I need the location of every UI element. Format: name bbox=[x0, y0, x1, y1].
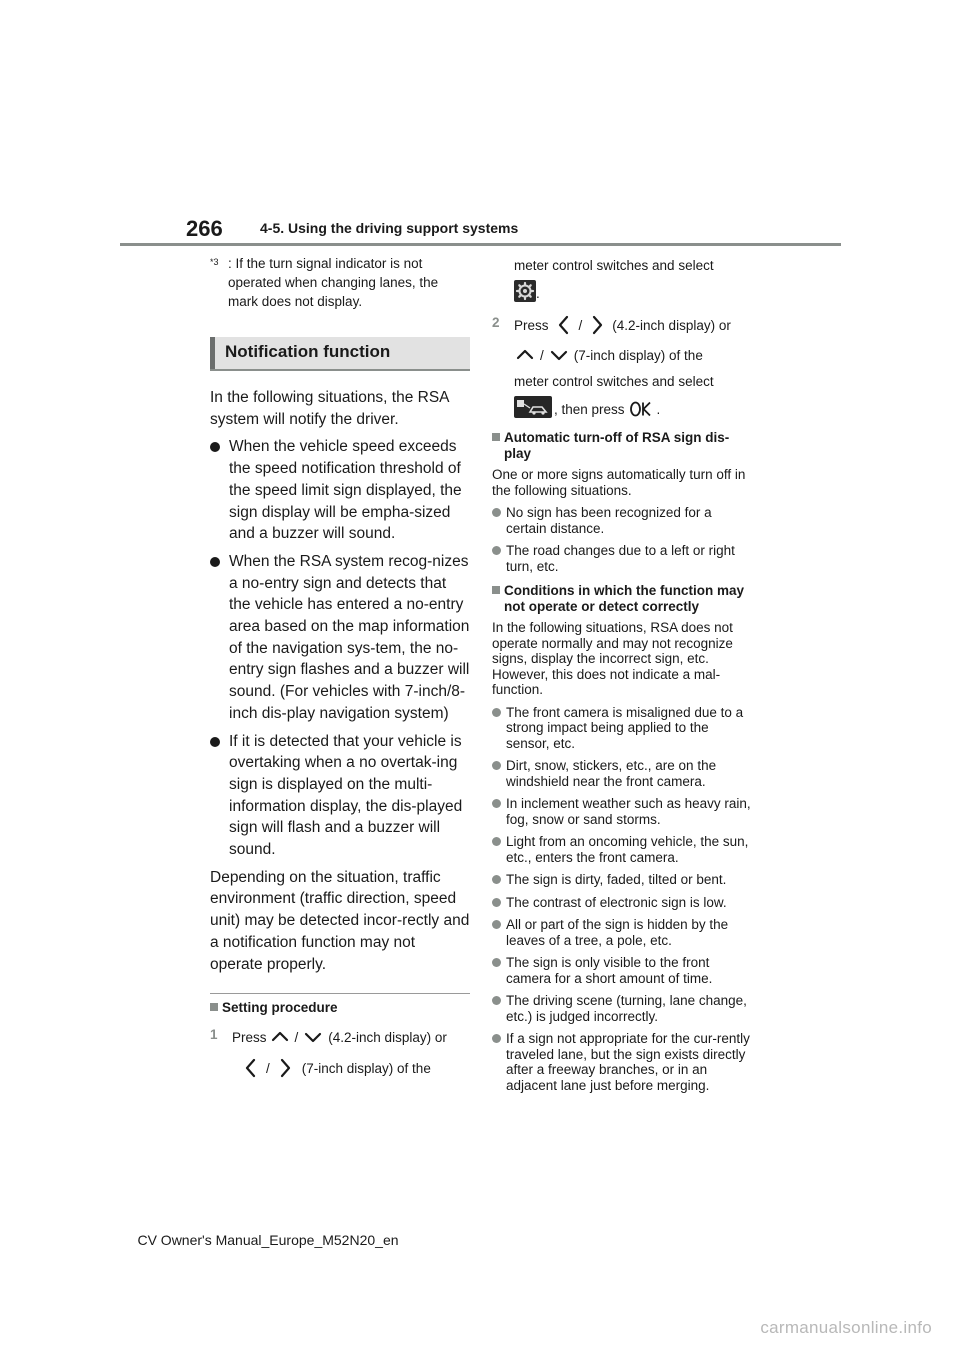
chevron-right-icon bbox=[586, 314, 608, 336]
list-item: When the vehicle speed exceeds the speed notification threshold of the speed limit sign displayed, the sign display will be empha-sized and a buzzer will sound. bbox=[210, 436, 470, 545]
bullet-icon bbox=[492, 837, 501, 846]
bullet-icon bbox=[210, 737, 220, 747]
list-item: The road changes due to a left or right turn, etc. bbox=[492, 543, 752, 574]
list-item: If it is detected that your vehicle is overtaking when a no overtak-ing sign is displayed on the multi-information display, the dis-played sign will flash and a buzzer will sound. bbox=[210, 731, 470, 861]
step-1: 1 Press / (4.2-inch display) or / (7-inch display) of the bbox=[210, 1026, 470, 1079]
bullet-icon bbox=[492, 761, 501, 770]
chevron-up-icon bbox=[269, 1026, 291, 1048]
list-item: No sign has been recognized for a certain distance. bbox=[492, 505, 752, 536]
list-item: The sign is only visible to the front camera for a short amount of time. bbox=[492, 955, 752, 986]
bullet-icon bbox=[210, 557, 220, 567]
bullet-icon bbox=[492, 708, 501, 717]
notification-list bbox=[210, 436, 470, 860]
list-item: In inclement weather such as heavy rain, fog, snow or sand storms. bbox=[492, 796, 752, 827]
bullet-icon bbox=[492, 920, 501, 929]
bullet-icon bbox=[492, 546, 501, 555]
list-item: The driving scene (turning, lane change, etc.) is judged incorrectly. bbox=[492, 993, 752, 1024]
setting-procedure-heading: Setting procedure bbox=[210, 999, 470, 1016]
rsa-car-icon bbox=[514, 396, 552, 418]
chevron-down-icon bbox=[302, 1026, 324, 1048]
notification-heading: Notification function bbox=[210, 337, 470, 369]
chevron-down-icon bbox=[548, 344, 570, 366]
step-1-continued: meter control switches and select . bbox=[514, 258, 714, 301]
step-number: 1 bbox=[210, 1027, 218, 1043]
footnote bbox=[210, 254, 470, 311]
section-title: 4-5. Using the driving support systems bbox=[260, 220, 519, 236]
list-item: The sign is dirty, faded, tilted or bent. bbox=[492, 872, 752, 888]
bullet-icon bbox=[492, 1034, 501, 1043]
step-2: 2 Press / (4.2-inch display) or / (7-inch display) of the meter control switches and select , then press . bbox=[492, 315, 731, 417]
list-item: When the RSA system recog-nizes a no-entry sign and detects that the vehicle has entered a no-entry area based on the map information of the navigation sys-tem, the no-entry sign flashes and a buzzer will sound. (For vehicles with 7-inch/8-inch dis-play navigation system) bbox=[210, 551, 470, 725]
list-item: If a sign not appropriate for the cur-rently traveled lane, but the sign exists directly after a freeway branches, or in an adjacent lane just before merging. bbox=[492, 1031, 752, 1093]
list-item: Light from an oncoming vehicle, the sun, etc., enters the front camera. bbox=[492, 834, 752, 865]
bullet-icon bbox=[492, 996, 501, 1005]
closing-paragraph: Depending on the situation, traffic environment (traffic direction, speed unit) may be detected incor-rectly and a notification function may not operate properly. bbox=[210, 868, 470, 973]
auto-turn-off-paragraph: One or more signs automatically turn off in the following situations. bbox=[492, 467, 746, 498]
section-divider bbox=[210, 993, 470, 994]
bullet-icon bbox=[210, 442, 220, 452]
manual-footer: CV Owner's Manual_Europe_M52N20_en bbox=[137, 1232, 399, 1248]
bullet-icon bbox=[492, 508, 501, 517]
footnote-mark: *3 bbox=[210, 257, 219, 267]
chevron-left-icon bbox=[553, 314, 575, 336]
bullet-icon bbox=[492, 875, 501, 884]
square-bullet-icon bbox=[492, 433, 500, 441]
step-number: 2 bbox=[492, 315, 500, 330]
footnote-text: : If the turn signal indicator is not operated when changing lanes, the mark does not display. bbox=[228, 256, 439, 309]
chevron-left-icon bbox=[240, 1057, 262, 1079]
ok-icon bbox=[629, 400, 653, 418]
square-bullet-icon bbox=[492, 586, 500, 594]
list-item: All or part of the sign is hidden by the leaves of a tree, a pole, etc. bbox=[492, 917, 752, 948]
left-column bbox=[210, 254, 470, 1079]
header-divider bbox=[120, 243, 841, 246]
conditions-paragraph: In the following situations, RSA does not operate normally and may not recognize signs, display the incorrect sign, etc. However, this does not indicate a mal-function. bbox=[492, 620, 733, 697]
chevron-right-icon bbox=[274, 1057, 296, 1079]
gear-icon bbox=[514, 280, 536, 302]
list-item: The front camera is misaligned due to a strong impact being applied to the sensor, etc. bbox=[492, 705, 752, 752]
page-number: 266 bbox=[186, 216, 223, 241]
list-item: Dirt, snow, stickers, etc., are on the windshield near the front camera. bbox=[492, 758, 752, 789]
square-bullet-icon bbox=[210, 1003, 218, 1011]
conditions-heading: Conditions in which the function may not operate or detect correctly bbox=[492, 583, 752, 614]
bullet-icon bbox=[492, 799, 501, 808]
bullet-icon bbox=[492, 958, 501, 967]
auto-turn-off-heading: Automatic turn-off of RSA sign dis-play bbox=[492, 430, 752, 461]
right-column bbox=[492, 254, 752, 1093]
chevron-up-icon bbox=[514, 344, 536, 366]
watermark[interactable]: carmanualsonline.info bbox=[760, 1318, 932, 1337]
list-item: The contrast of electronic sign is low. bbox=[492, 895, 752, 911]
bullet-icon bbox=[492, 898, 501, 907]
intro-paragraph: In the following situations, the RSA system will notify the driver. bbox=[210, 389, 449, 428]
heading-underline bbox=[210, 369, 470, 371]
